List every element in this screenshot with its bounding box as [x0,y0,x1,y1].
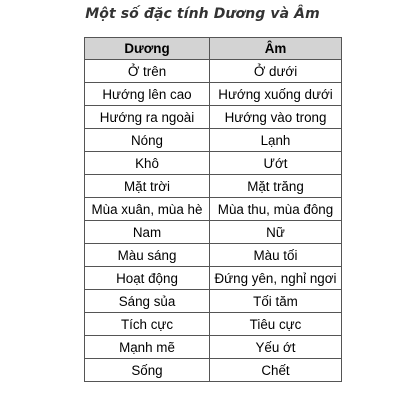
table-row [85,152,342,175]
cell-duong: Mùa xuân, mùa hè [85,198,210,221]
cell-duong: Nam [85,221,210,244]
cell-am: Màu tối [210,244,342,267]
cell-am: Chết [210,359,342,382]
table-row [85,198,342,221]
table-row [85,313,342,336]
cell-am: Ở dưới [210,60,342,83]
cell-duong: Sáng sủa [85,290,210,313]
yin-yang-table [84,37,342,382]
cell-am: Đứng yên, nghỉ ngơi [210,267,342,290]
table-row [85,106,342,129]
cell-duong: Hướng lên cao [85,83,210,106]
cell-am: Mùa thu, mùa đông [210,198,342,221]
cell-am: Ướt [210,152,342,175]
cell-am: Hướng xuống dưới [210,83,342,106]
table-row [85,60,342,83]
cell-duong: Sống [85,359,210,382]
table-row [85,359,342,382]
table-row [85,244,342,267]
table-caption: Một số đặc tính Dương và Âm [85,6,320,22]
cell-duong: Mặt trời [85,175,210,198]
cell-am: Tối tăm [210,290,342,313]
table-row [85,83,342,106]
table-row [85,129,342,152]
cell-am: Tiêu cực [210,313,342,336]
cell-am: Nữ [210,221,342,244]
cell-duong: Tích cực [85,313,210,336]
cell-am: Yếu ớt [210,336,342,359]
cell-duong: Màu sáng [85,244,210,267]
table-row [85,221,342,244]
column-header-am: Âm [210,38,342,60]
cell-am: Hướng vào trong [210,106,342,129]
cell-duong: Hướng ra ngoài [85,106,210,129]
table-row [85,290,342,313]
cell-duong: Mạnh mẽ [85,336,210,359]
table-row [85,175,342,198]
cell-duong: Khô [85,152,210,175]
header-row [85,38,342,60]
cell-duong: Nóng [85,129,210,152]
column-header-duong: Dương [85,38,210,60]
cell-am: Mặt trăng [210,175,342,198]
cell-am: Lạnh [210,129,342,152]
table-row [85,336,342,359]
table-row [85,267,342,290]
cell-duong: Hoạt động [85,267,210,290]
cell-duong: Ở trên [85,60,210,83]
